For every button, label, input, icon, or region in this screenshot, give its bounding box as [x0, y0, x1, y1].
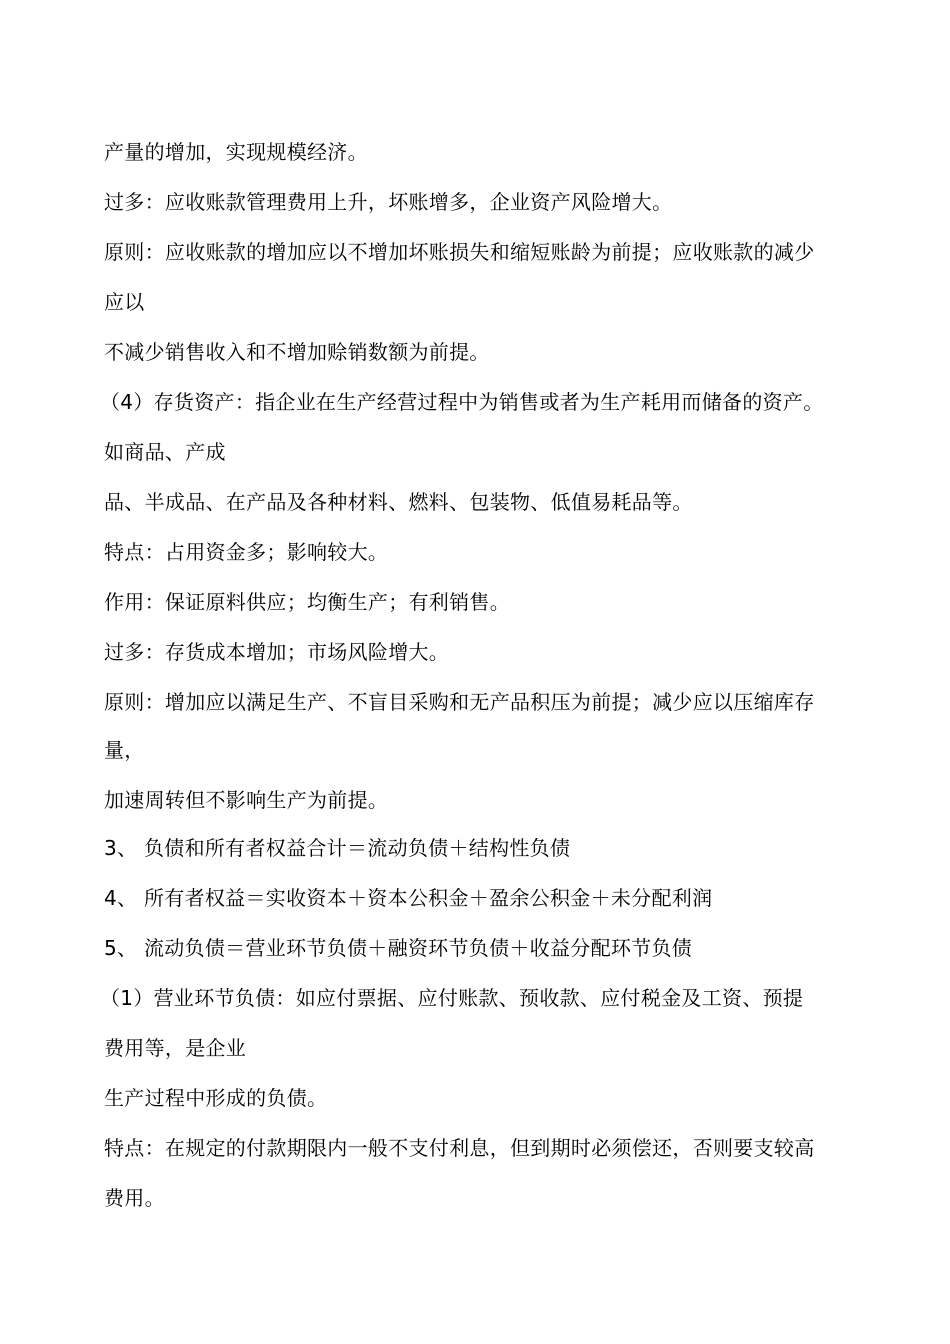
text-line: 品、半成品、在产品及各种材料、燃料、包装物、低值易耗品等。: [104, 490, 693, 514]
text-line: 如商品、产成: [104, 440, 226, 464]
text-line: 量，: [104, 738, 145, 762]
text-line: （4）存货资产：指企业在生产经营过程中为销售或者为生产耗用而储备的资产。: [100, 390, 824, 414]
text-line: 费用。: [104, 1186, 165, 1210]
text-line: 3、 负债和所有者权益合计＝流动负债＋结构性负债: [104, 836, 571, 860]
text-line: 费用等，是企业: [104, 1036, 247, 1060]
text-line: 原则：应收账款的增加应以不增加坏账损失和缩短账龄为前提；应收账款的减少: [104, 240, 815, 264]
text-line: 特点：在规定的付款期限内一般不支付利息，但到期时必须偿还，否则要支较高: [104, 1136, 815, 1160]
text-line: 过多：应收账款管理费用上升，坏账增多，企业资产风险增大。: [104, 190, 673, 214]
text-line: 不减少销售收入和不增加赊销数额为前提。: [104, 340, 490, 364]
text-line: 特点：占用资金多；影响较大。: [104, 540, 389, 564]
text-line: 5、 流动负债＝营业环节负债＋融资环节负债＋收益分配环节负债: [104, 936, 693, 960]
text-line: 4、 所有者权益＝实收资本＋资本公积金＋盈余公积金＋未分配利润: [104, 886, 713, 910]
text-line: 生产过程中形成的负债。: [104, 1086, 328, 1110]
text-line: 作用：保证原料供应；均衡生产；有利销售。: [104, 590, 510, 614]
text-line: 加速周转但不影响生产为前提。: [104, 788, 389, 812]
text-line: （1）营业环节负债：如应付票据、应付账款、预收款、应付税金及工资、预提: [100, 986, 804, 1010]
text-line: 过多：存货成本增加；市场风险增大。: [104, 640, 450, 664]
text-line: 应以: [104, 290, 145, 314]
text-line: 产量的增加，实现规模经济。: [104, 140, 368, 164]
text-line: 原则：增加应以满足生产、不盲目采购和无产品积压为前提；减少应以压缩库存: [104, 690, 815, 714]
